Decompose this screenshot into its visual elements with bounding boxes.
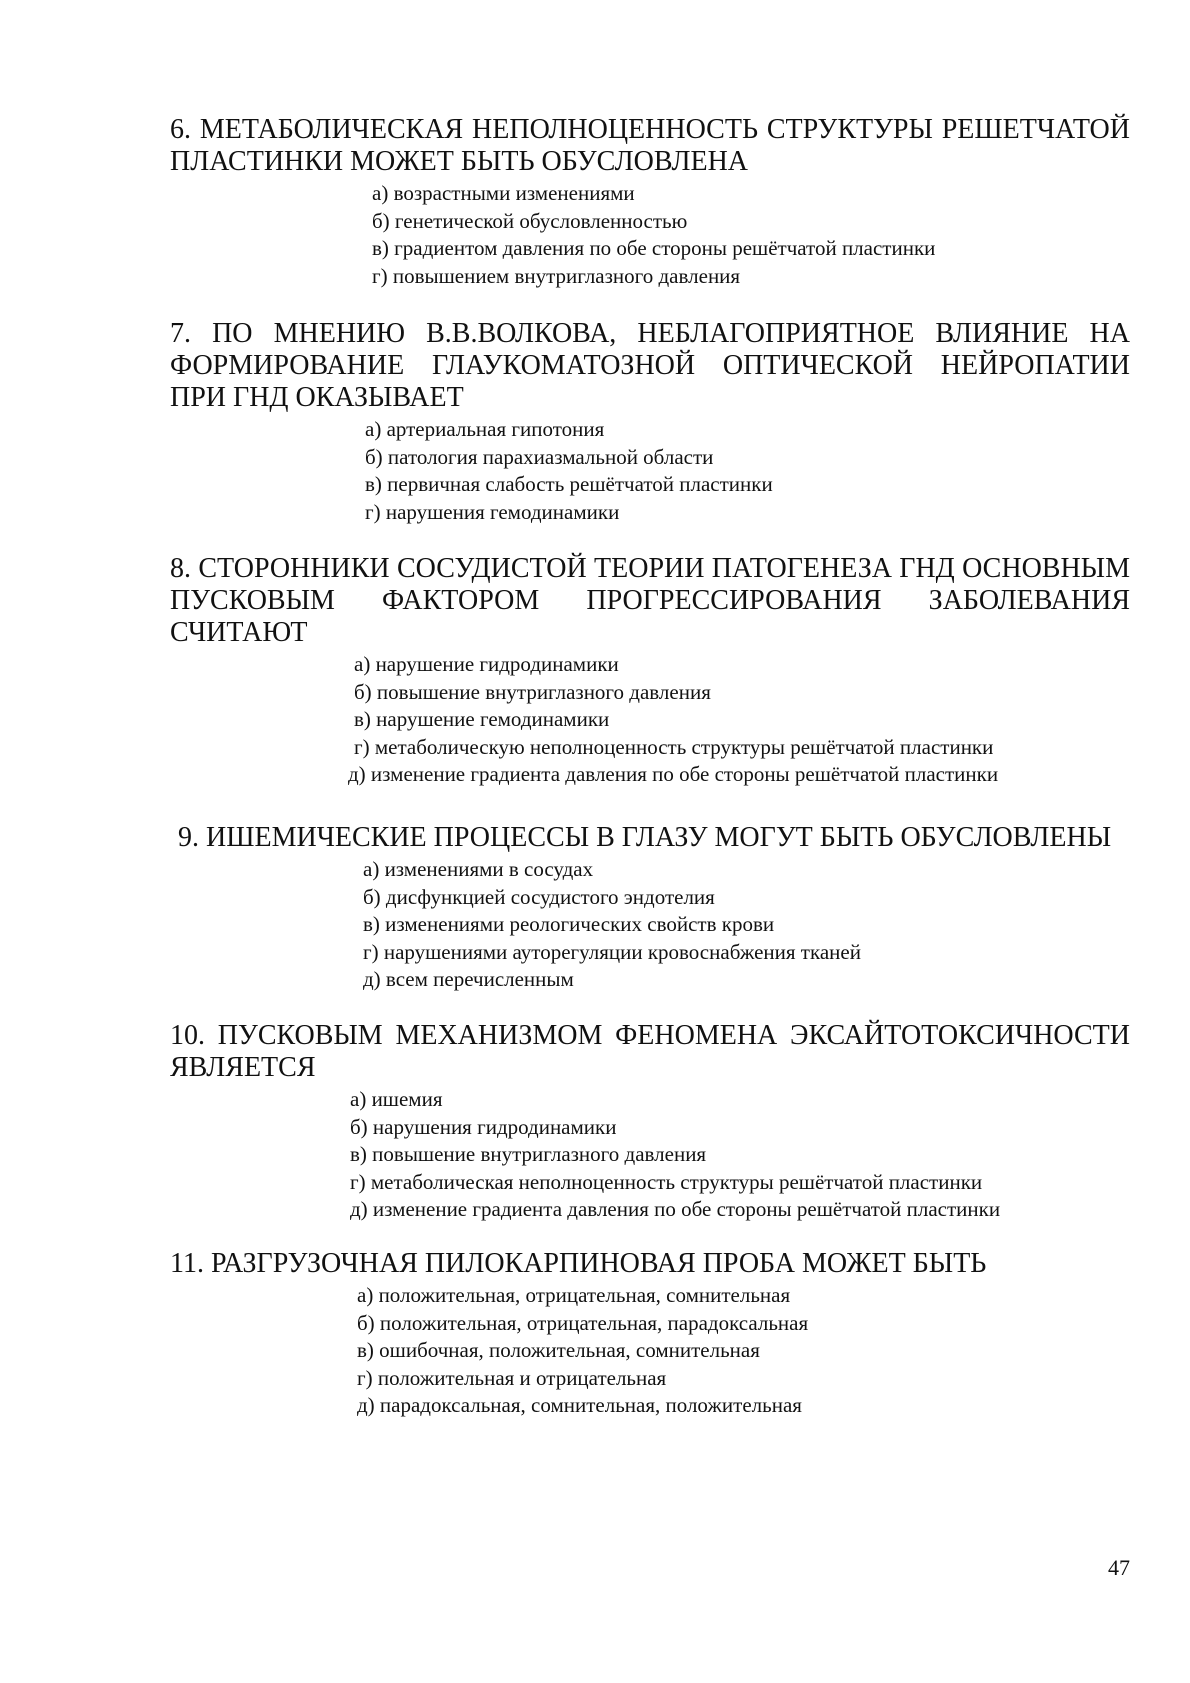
- question-text: 8. СТОРОННИКИ СОСУДИСТОЙ ТЕОРИИ ПАТОГЕНЕЗА ГНД ОСНОВНЫМ ПУСКОВЫМ ФАКТОРОМ ПРОГРЕССИРОВАНИЯ ЗАБОЛЕВАНИЯ СЧИТАЮТ: [170, 553, 1130, 648]
- answer-options: [350, 1086, 1130, 1224]
- page-number: 47: [1108, 1555, 1130, 1580]
- answer-option: б) патология парахиазмальной области: [365, 444, 714, 469]
- question-text: 11. РАЗГРУЗОЧНАЯ ПИЛОКАРПИНОВАЯ ПРОБА МОЖЕТ БЫТЬ: [170, 1248, 987, 1279]
- answer-option: д) изменение градиента давления по обе стороны решётчатой пластинки: [348, 762, 999, 786]
- answer-option: д) изменение градиента давления по обе стороны решётчатой пластинки: [350, 1197, 1001, 1221]
- answer-option: а) возрастными изменениями: [372, 181, 635, 205]
- question-text: 10. ПУСКОВЫМ МЕХАНИЗМОМ ФЕНОМЕНА ЭКСАЙТОТОКСИЧНОСТИ ЯВЛЯЕТСЯ: [170, 1020, 1130, 1083]
- answer-option: а) ишемия: [350, 1087, 443, 1111]
- question-text: 6. МЕТАБОЛИЧЕСКАЯ НЕПОЛНОЦЕННОСТЬ СТРУКТУРЫ РЕШЕТЧАТОЙ ПЛАСТИНКИ МОЖЕТ БЫТЬ ОБУСЛОВЛЕНА: [170, 114, 1130, 177]
- answer-option: б) генетической обусловленностью: [372, 208, 688, 233]
- question-6: [170, 114, 1130, 290]
- answer-option: в) изменениями реологических свойств крови: [363, 912, 775, 936]
- answer-options: [363, 856, 1138, 994]
- answer-option: г) положительная и отрицательная: [357, 1365, 667, 1390]
- answer-option: г) метаболическая неполноценность структуры решётчатой пластинки: [350, 1169, 983, 1194]
- answer-option: б) нарушения гидродинамики: [350, 1114, 617, 1139]
- answer-options: [348, 651, 1130, 789]
- answer-option: б) дисфункцией сосудистого эндотелия: [363, 884, 715, 909]
- question-7: [170, 318, 1130, 526]
- answer-option: в) первичная слабость решётчатой пластинки: [365, 472, 773, 496]
- question-8: [170, 553, 1130, 789]
- answer-option: д) парадоксальная, сомнительная, положительная: [357, 1393, 802, 1417]
- question-text: 9. ИШЕМИЧЕСКИЕ ПРОЦЕССЫ В ГЛАЗУ МОГУТ БЫТЬ ОБУСЛОВЛЕНЫ: [178, 822, 1112, 853]
- answer-option: в) градиентом давления по обе стороны решётчатой пластинки: [372, 236, 936, 260]
- answer-option: в) нарушение гемодинамики: [354, 707, 610, 731]
- answer-option: а) изменениями в сосудах: [363, 857, 594, 881]
- question-9: [178, 822, 1138, 994]
- question-11: [170, 1248, 1130, 1420]
- answer-option: а) нарушение гидродинамики: [354, 652, 619, 676]
- answer-option: б) повышение внутриглазного давления: [354, 679, 711, 704]
- answer-option: д) всем перечисленным: [363, 967, 574, 991]
- question-10: [170, 1020, 1130, 1224]
- answer-option: в) повышение внутриглазного давления: [350, 1142, 707, 1166]
- answer-option: а) положительная, отрицательная, сомнительная: [357, 1283, 791, 1307]
- answer-option: г) нарушениями ауторегуляции кровоснабжения тканей: [363, 939, 861, 964]
- answer-option: г) нарушения гемодинамики: [365, 499, 620, 524]
- answer-option: в) ошибочная, положительная, сомнительная: [357, 1338, 760, 1362]
- answer-option: г) метаболическую неполноценность структуры решётчатой пластинки: [354, 734, 994, 759]
- answer-option: б) положительная, отрицательная, парадоксальная: [357, 1310, 809, 1335]
- answer-options: [372, 180, 1130, 290]
- answer-options: [365, 416, 1130, 526]
- answer-options: [357, 1282, 1130, 1420]
- question-text: 7. ПО МНЕНИЮ В.В.ВОЛКОВА, НЕБЛАГОПРИЯТНОЕ ВЛИЯНИЕ НА ФОРМИРОВАНИЕ ГЛАУКОМАТОЗНОЙ ОПТИЧЕСКОЙ НЕЙРОПАТИИ ПРИ ГНД ОКАЗЫВАЕТ: [170, 318, 1130, 413]
- answer-option: а) артериальная гипотония: [365, 417, 605, 441]
- answer-option: г) повышением внутриглазного давления: [372, 263, 741, 288]
